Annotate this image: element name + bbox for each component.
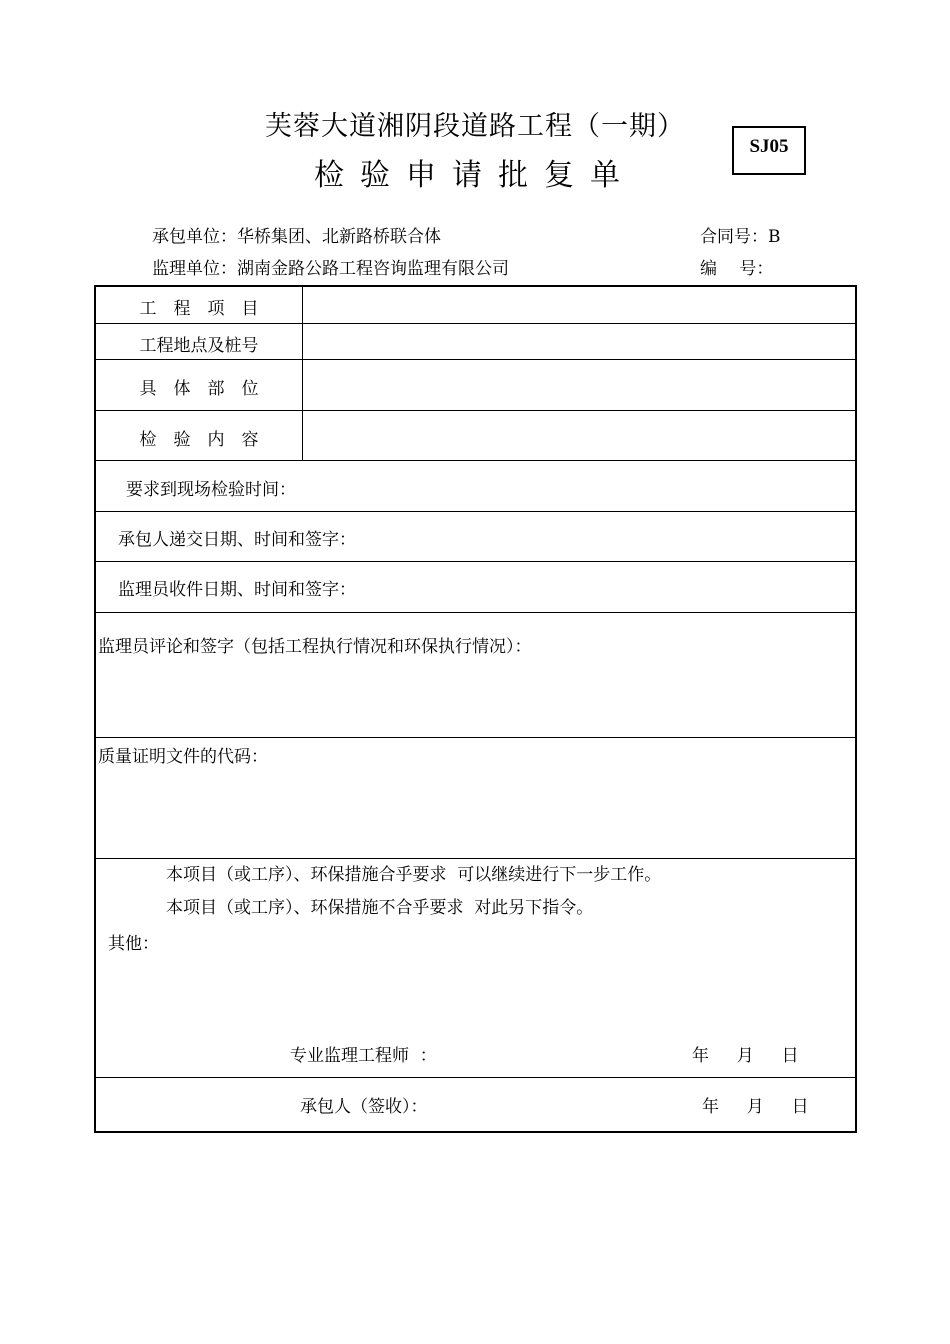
row-divider <box>96 511 855 512</box>
contract-number: 合同号：B <box>700 227 781 247</box>
contractor-submit-label: 承包人递交日期、时间和签字： <box>118 530 356 550</box>
row-divider <box>96 410 855 411</box>
conclusion-not-ok-text: 本项目（或工序）、环保措施不合乎要求 对此另下指令。 <box>166 898 594 918</box>
row-divider <box>96 460 855 461</box>
supervisor-unit: 监理单位：湖南金路公路工程咨询监理有限公司 <box>152 259 509 279</box>
row-divider <box>96 359 855 360</box>
row-divider <box>96 561 855 562</box>
engineer-date: 年 月 日 <box>692 1046 799 1066</box>
inspection-form-table <box>94 285 857 1133</box>
row-divider <box>96 612 855 613</box>
contractor-date: 年 月 日 <box>702 1097 809 1117</box>
quality-docs-label: 质量证明文件的代码： <box>98 747 268 767</box>
row-divider <box>96 323 855 324</box>
form-title: 检验申请批复单 <box>314 158 636 193</box>
project-label: 工 程 项 目 <box>139 299 259 319</box>
content-label: 检 验 内 容 <box>139 430 259 450</box>
column-divider <box>302 287 303 460</box>
serial-number: 编 号： <box>700 259 774 279</box>
conclusion-ok-text: 本项目（或工序）、环保措施合乎要求 可以继续进行下一步工作。 <box>166 865 662 885</box>
location-label: 工程地点及桩号 <box>139 336 259 356</box>
supervisor-receive-label: 监理员收件日期、时间和签字： <box>118 580 356 600</box>
contractor-unit: 承包单位：华桥集团、北新路桥联合体 <box>152 227 441 247</box>
form-code-box: SJ05 <box>732 126 806 175</box>
other-label: 其他： <box>108 934 159 954</box>
inspection-time-label: 要求到现场检验时间： <box>126 480 296 500</box>
part-label: 具 体 部 位 <box>139 379 259 399</box>
supervisor-comment-label: 监理员评论和签字（包括工程执行情况和环保执行情况）： <box>98 637 532 657</box>
row-divider <box>96 1077 855 1078</box>
contractor-signature-label: 承包人（签收）： <box>300 1097 428 1117</box>
row-divider <box>96 737 855 738</box>
row-divider <box>96 858 855 859</box>
document-title: 芙蓉大道湘阴段道路工程（一期） <box>265 111 685 142</box>
engineer-signature-label: 专业监理工程师 ： <box>290 1046 437 1066</box>
